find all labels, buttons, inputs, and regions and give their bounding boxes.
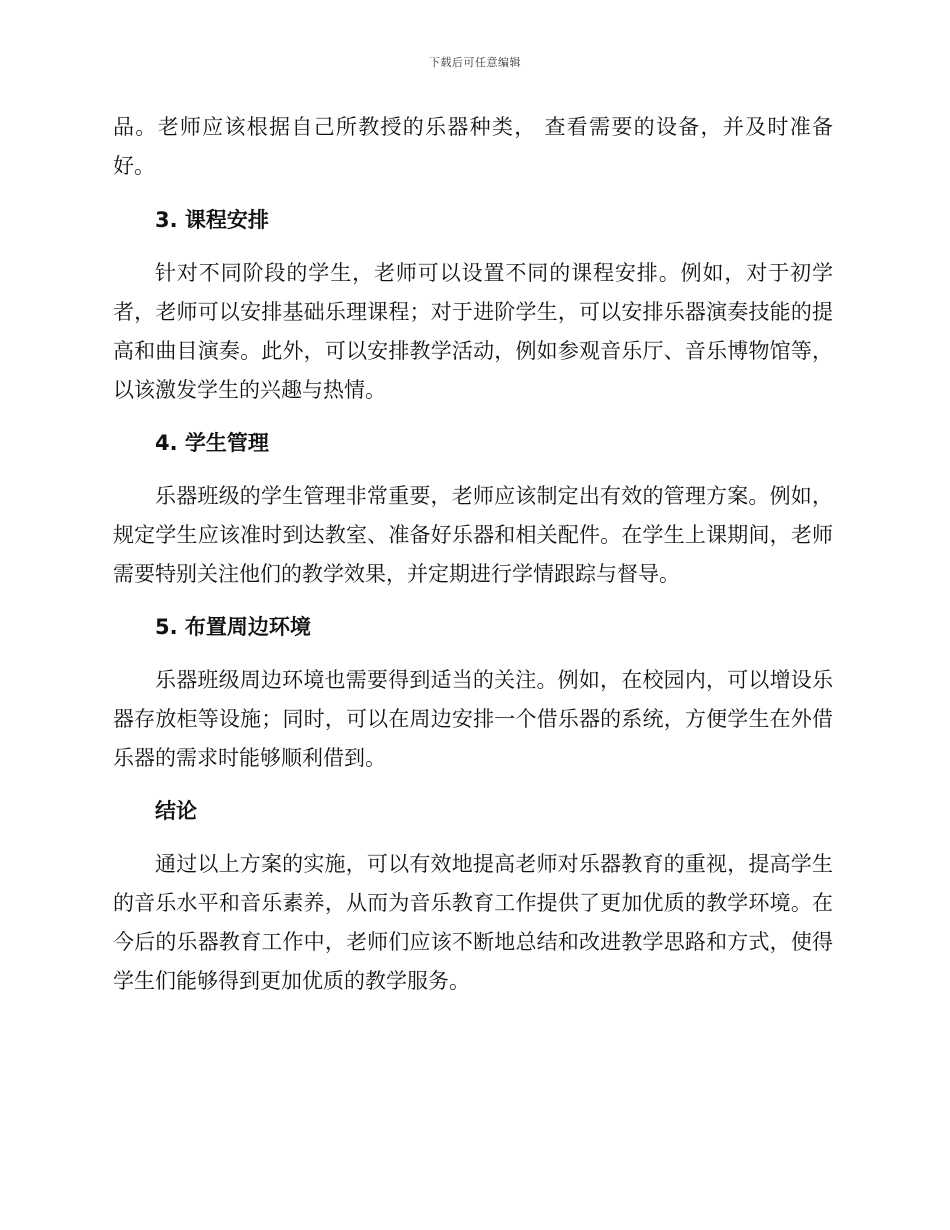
section-heading-student-management: 4. 学生管理: [155, 431, 269, 455]
paragraph-environment: 乐器班级周边环境也需要得到适当的关注。例如，在校园内，可以增设乐器存放柜等设施；同时，可以在周边安排一个借乐器的系统，方便学生在外借乐器的需求时能够顺利借到。: [113, 668, 833, 770]
paragraph-continuation: 品。老师应该根据自己所教授的乐器种类， 查看需要的设备，并及时准备好。: [113, 115, 833, 178]
section-heading-conclusion: 结论: [155, 799, 197, 823]
section-heading-environment: 5. 布置周边环境: [155, 615, 311, 639]
paragraph-conclusion: 通过以上方案的实施，可以有效地提高老师对乐器教育的重视，提高学生的音乐水平和音乐素养，从而为音乐教育工作提供了更加优质的教学环境。在今后的乐器教育工作中，老师们应该不断地总结和改进教学思路和方式，使得学生们能够得到更加优质的教学服务。: [113, 852, 833, 993]
section-heading-course-schedule: 3. 课程安排: [155, 208, 269, 232]
page-header: 下载后可任意编辑: [429, 56, 521, 69]
document-body: [113, 108, 833, 1015]
paragraph-course-schedule: 针对不同阶段的学生，老师可以设置不同的课程安排。例如，对于初学者，老师可以安排基础乐理课程；对于进阶学生，可以安排乐器演奏技能的提高和曲目演奏。此外，可以安排教学活动，例如参观音乐厅、音乐博物馆等，以该激发学生的兴趣与热情。: [113, 261, 833, 402]
paragraph-student-management: 乐器班级的学生管理非常重要，老师应该制定出有效的管理方案。例如，规定学生应该准时到达教室、准备好乐器和相关配件。在学生上课期间，老师需要特别关注他们的教学效果，并定期进行学情跟踪与督导。: [113, 484, 833, 586]
